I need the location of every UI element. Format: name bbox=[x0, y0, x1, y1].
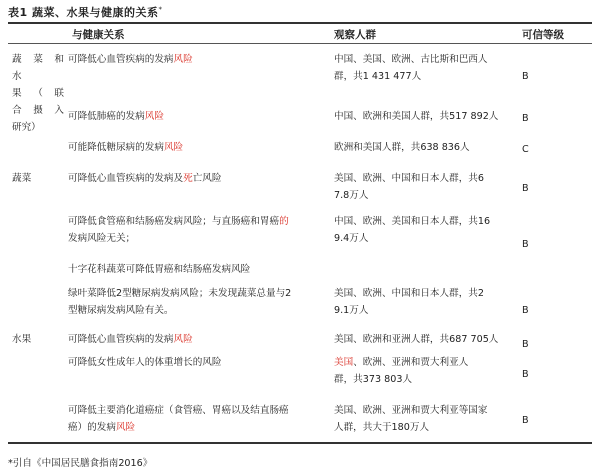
row-population bbox=[334, 213, 510, 247]
population-line: 群，共373 803人 bbox=[334, 374, 413, 385]
relation-highlight: 风险 bbox=[115, 422, 136, 433]
row-grade: B bbox=[522, 305, 529, 316]
relation-text: 癌）的发病 bbox=[68, 422, 116, 433]
row-grade: B bbox=[522, 183, 529, 194]
row-relation bbox=[68, 331, 324, 348]
relation-text: 发病风险无关； bbox=[68, 233, 136, 244]
row-grade: C bbox=[522, 144, 529, 155]
row-population bbox=[334, 285, 510, 319]
row-relation bbox=[68, 213, 324, 247]
relation-highlight: 风险 bbox=[163, 142, 184, 153]
population-line: 美国、欧洲和亚洲人群，共687 705人 bbox=[334, 334, 499, 345]
population-line: 美国、欧洲、中国和日本人群，共6 bbox=[334, 173, 485, 184]
row-relation: 十字花科蔬菜可降低胃癌和结肠癌发病风险 bbox=[68, 264, 251, 275]
relation-text: 可降低食管癌和结肠癌发病风险；与直肠癌和胃癌 bbox=[68, 216, 280, 227]
footnote: *引自《中国居民膳食指南2016》 bbox=[8, 458, 153, 469]
table-title bbox=[8, 4, 162, 20]
row-population bbox=[334, 170, 510, 204]
population-line: 9.1万人 bbox=[334, 305, 369, 316]
population-line: 9.4万人 bbox=[334, 233, 369, 244]
population-line: 美国、欧洲、亚洲和贾大利亚等国家 bbox=[334, 405, 488, 416]
category-veg-fruit bbox=[12, 51, 64, 136]
relation-text: 可降低心血管疾病的发病 bbox=[68, 334, 174, 345]
row-relation bbox=[68, 402, 324, 436]
population-highlight: 美国 bbox=[334, 357, 354, 368]
relation-text: 可降低主要消化道癌症（食管癌、胃癌以及结直肠癌 bbox=[68, 405, 289, 416]
table-header-rule bbox=[8, 43, 592, 44]
header-population: 观察人群 bbox=[334, 29, 376, 41]
category-line: 果（联 bbox=[12, 88, 64, 99]
population-line: 群，共1 431 477人 bbox=[334, 71, 422, 82]
row-grade: B bbox=[522, 113, 529, 124]
row-population bbox=[334, 354, 510, 388]
row-grade: B bbox=[522, 369, 529, 380]
population-line: 7.8万人 bbox=[334, 190, 369, 201]
relation-highlight: 风险 bbox=[144, 111, 164, 122]
category-line: 合摄入 bbox=[12, 105, 64, 116]
row-relation bbox=[68, 51, 324, 68]
relation-text: 绿叶菜降低2型糖尿病发病风险；未发现蔬菜总量与2 bbox=[68, 288, 292, 299]
population-line: 中国、美国、欧洲、古比斯和巴西人 bbox=[334, 54, 488, 65]
population-line: 欧洲和美国人群，共638 836人 bbox=[334, 142, 470, 153]
population-line: 中国、欧洲、美国和日本人群，共16 bbox=[334, 216, 491, 227]
category-fruit: 水果 bbox=[12, 334, 32, 345]
row-grade: B bbox=[522, 71, 529, 82]
row-relation: 可降低女性成年人的体重增长的风险 bbox=[68, 357, 222, 368]
category-line: 蔬菜和 bbox=[12, 54, 64, 65]
population-text: 、欧洲、亚洲和贾大利亚人 bbox=[353, 357, 469, 368]
relation-highlight: 风险 bbox=[173, 54, 193, 65]
relation-text: 亡风险 bbox=[192, 173, 222, 184]
population-line: 美国、欧洲、中国和日本人群，共2 bbox=[334, 288, 485, 299]
row-population bbox=[334, 402, 510, 436]
header-relation: 与健康关系 bbox=[72, 29, 125, 41]
relation-text: 可降低心血管疾病的发病及 bbox=[68, 173, 184, 184]
title-footnote-mark: * bbox=[158, 5, 163, 14]
row-grade: B bbox=[522, 415, 529, 426]
table-bottom-rule bbox=[8, 442, 592, 444]
relation-text: 可降低心血管疾病的发病 bbox=[68, 54, 174, 65]
relation-highlight: 风险 bbox=[173, 334, 193, 345]
category-line: 水 bbox=[12, 71, 22, 82]
population-line: 人群，共大于180万人 bbox=[334, 422, 430, 433]
header-grade: 可信等级 bbox=[522, 29, 564, 41]
row-relation bbox=[68, 139, 324, 156]
category-line: 研究） bbox=[12, 122, 41, 133]
category-veg: 蔬菜 bbox=[12, 173, 32, 184]
row-relation bbox=[68, 285, 324, 319]
row-relation bbox=[68, 108, 324, 125]
row-grade: B bbox=[522, 239, 529, 250]
row-population bbox=[334, 108, 510, 125]
relation-text: 型糖尿病发病风险有关。 bbox=[68, 305, 174, 316]
relation-highlight: 的 bbox=[279, 216, 289, 227]
relation-text: 可能降低糖尿病的发病 bbox=[68, 142, 164, 153]
relation-text: 可降低肺癌的发病 bbox=[68, 111, 145, 122]
population-line: 中国、欧洲和美国人群，共517 892人 bbox=[334, 111, 499, 122]
row-relation bbox=[68, 170, 324, 187]
table-top-rule bbox=[8, 22, 592, 24]
row-population bbox=[334, 51, 510, 85]
row-grade: B bbox=[522, 339, 529, 350]
row-population bbox=[334, 331, 510, 348]
relation-highlight: 死 bbox=[183, 173, 193, 184]
table-title-text: 表1 蔬菜、水果与健康的关系 bbox=[8, 6, 159, 19]
row-population bbox=[334, 139, 510, 156]
